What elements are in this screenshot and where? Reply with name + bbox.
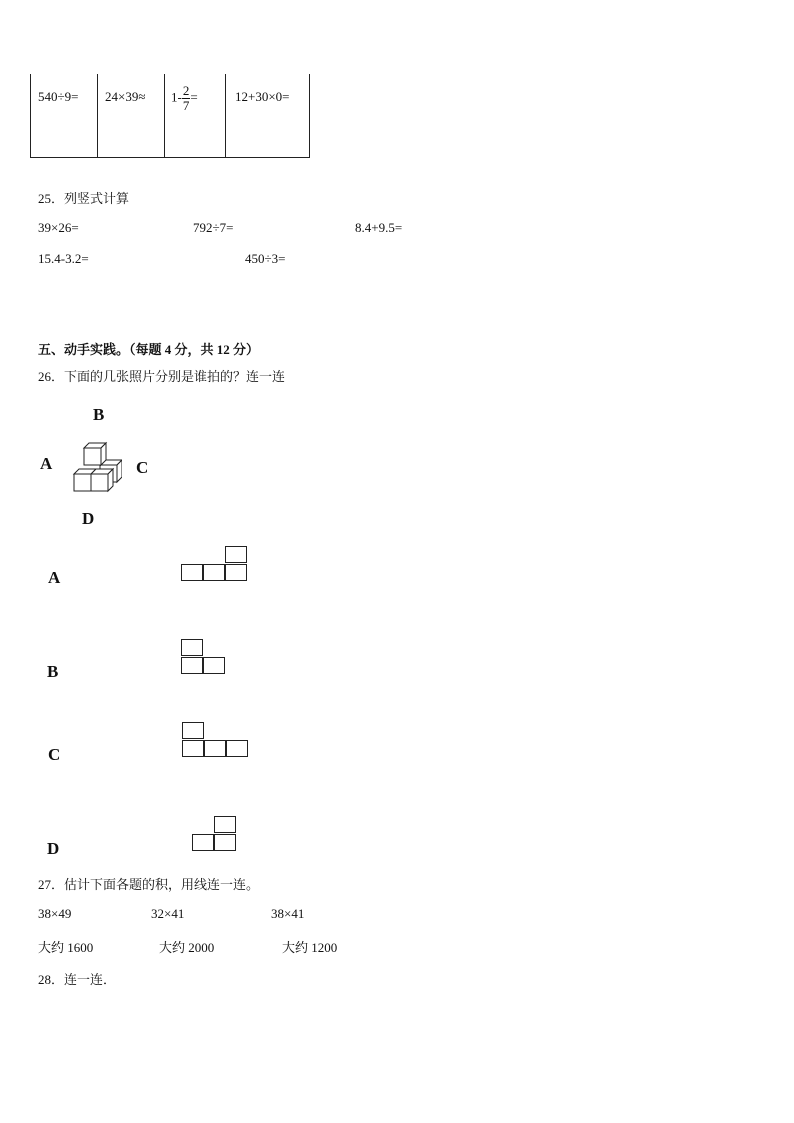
calc-cell-1: 540÷9= (31, 74, 98, 158)
section-5-heading: 五、动手实践。（每题 4 分，共 12 分） (38, 342, 260, 357)
viewpoint-label-left: A (40, 454, 53, 473)
q28-title: 28．连一连． (38, 972, 117, 987)
view-figure-a (181, 546, 249, 583)
view-figure-c (182, 722, 250, 759)
option-label-b: B (47, 662, 59, 681)
square (203, 657, 225, 674)
q27-estimate-2: 大约 2000 (159, 940, 215, 955)
cube-stack-illustration (70, 438, 122, 494)
view-figure-d (192, 816, 238, 853)
square (182, 740, 204, 757)
calc-table (30, 74, 310, 158)
q27-expression-3: 38×41 (271, 906, 305, 921)
q26-title: 26．下面的几张照片分别是谁拍的？连一连 (38, 369, 286, 384)
q25-item-2: 792÷7= (193, 220, 234, 235)
q27-estimate-3: 大约 1200 (282, 940, 338, 955)
viewpoint-label-right: C (136, 458, 149, 477)
square (192, 834, 214, 851)
square (214, 834, 236, 851)
viewpoint-label-top: B (93, 405, 105, 424)
view-figure-b (181, 639, 227, 676)
q25-item-5: 450÷3= (245, 251, 286, 266)
q27-estimate-1: 大约 1600 (38, 940, 94, 955)
calc-cell-3: 1- $\frac{2}{7}$ = (165, 74, 226, 158)
option-label-a: A (48, 568, 61, 587)
q25-item-3: 8.4+9.5= (355, 220, 403, 235)
square (181, 564, 203, 581)
q27-expression-2: 32×41 (151, 906, 185, 921)
square (225, 546, 247, 563)
option-label-c: C (48, 745, 61, 764)
square (181, 639, 203, 656)
q25-title: 25．列竖式计算 (38, 191, 130, 206)
q27-expression-1: 38×49 (38, 906, 72, 921)
square (181, 657, 203, 674)
calc-cell-2: 24×39≈ (98, 74, 165, 158)
q25-item-4: 15.4-3.2= (38, 251, 89, 266)
square (203, 564, 225, 581)
option-label-d: D (47, 839, 60, 858)
viewpoint-label-bottom: D (82, 509, 95, 528)
square (226, 740, 248, 757)
fraction: $\frac{2}{7}$ (182, 83, 190, 113)
q27-title: 27．估计下面各题的积，用线连一连。 (38, 877, 260, 892)
square (225, 564, 247, 581)
square (204, 740, 226, 757)
square (182, 722, 204, 739)
calc-cell-4: 12+30×0= (226, 74, 310, 158)
q25-item-1: 39×26= (38, 220, 79, 235)
square (214, 816, 236, 833)
